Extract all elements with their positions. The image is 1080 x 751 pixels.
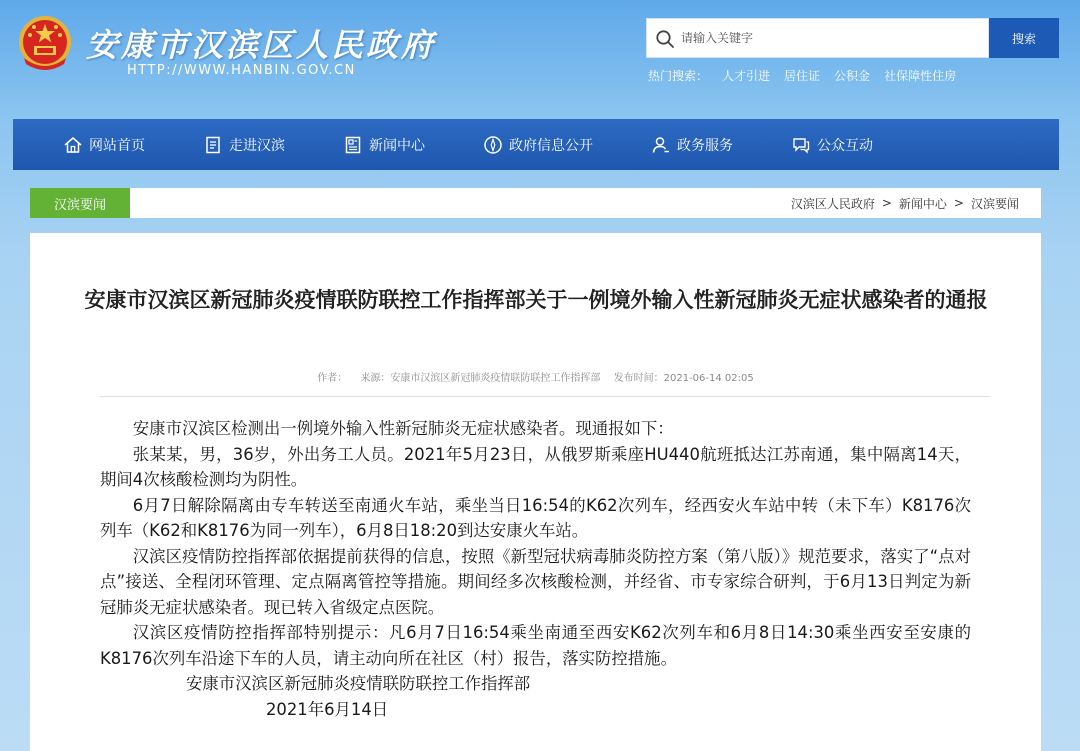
home-icon [63, 135, 83, 155]
article-paragraph: 汉滨区疫情防控指挥部特别提示：凡6月7日16:54乘坐南通至西安K62次列车和6月8日14:30乘坐西安至安康的K8176次列车沿途下车的人员，请主动向所在社区（村）报告，落实防控措施。 [100, 623, 971, 668]
article-title: 安康市汉滨区新冠肺炎疫情联防联控工作指挥部关于一例境外输入性新冠肺炎无症状感染者的通报 [84, 288, 988, 312]
section-tag: 汉滨要闻 [30, 188, 130, 218]
breadcrumb-separator: > [953, 196, 964, 210]
breadcrumb-bar [30, 188, 1041, 218]
article-meta [30, 369, 1041, 384]
nav-item-about[interactable] [203, 135, 285, 155]
nav-item-gov-info[interactable] [483, 135, 593, 155]
nav-item-label: 网站首页 [89, 137, 145, 154]
user-service-icon [651, 135, 671, 155]
breadcrumb-separator: > [881, 196, 892, 210]
article-author: 作者： [317, 373, 348, 384]
article-source: 来源：安康市汉滨区新冠肺炎疫情联防联控工作指挥部 [360, 373, 601, 384]
compass-icon [483, 135, 503, 155]
search-box [646, 18, 989, 58]
search-button[interactable]: 搜索 [989, 18, 1059, 58]
article-paragraph: 汉滨区疫情防控指挥部依据提前获得的信息，按照《新型冠状病毒肺炎防控方案（第八版）》规范要求，落实了“点对点”接送、全程闭环管理、定点隔离管控等措施。期间经多次核酸检测，并经省、市专家综合研判，于6月13日判定为新冠肺炎无症状感染者。现已转入省级定点医院。 [100, 546, 971, 617]
article-panel [30, 233, 1041, 751]
nav-item-interaction[interactable] [791, 135, 873, 155]
chat-icon [791, 135, 811, 155]
breadcrumb-item-gov[interactable]: 汉滨区人民政府 [790, 196, 875, 211]
search-icon [655, 29, 675, 49]
breadcrumb-item-current[interactable]: 汉滨要闻 [970, 196, 1019, 211]
article-published: 发布时间：2021-06-14 02:05 [613, 373, 754, 384]
hot-search-label: 热门搜索： [648, 68, 709, 83]
breadcrumb [791, 195, 1019, 212]
hot-search-item-social-housing[interactable]: 社保障性住房 [884, 68, 957, 83]
breadcrumb-item-news[interactable]: 新闻中心 [898, 196, 947, 211]
nav-item-label: 政务服务 [677, 137, 733, 154]
main-nav [13, 119, 1059, 170]
national-emblem-icon [16, 14, 74, 76]
nav-item-label: 政府信息公开 [509, 137, 593, 154]
nav-item-label: 走进汉滨 [229, 137, 285, 154]
hot-search-item-talent[interactable]: 人才引进 [722, 68, 771, 83]
article-signature: 安康市汉滨区新冠肺炎疫情联防联控工作指挥部 [186, 674, 531, 693]
newspaper-icon [343, 135, 363, 155]
nav-item-label: 公众互动 [817, 137, 873, 154]
site-url: HTTP://WWW.HANBIN.GOV.CN [127, 63, 356, 78]
site-title: 安康市汉滨区人民政府 [86, 26, 437, 64]
hot-search-item-residence-permit[interactable]: 居住证 [784, 68, 821, 83]
hot-search-item-housing-fund[interactable]: 公积金 [834, 68, 871, 83]
nav-item-services[interactable] [651, 135, 733, 155]
article-body [100, 416, 971, 722]
nav-item-label: 新闻中心 [369, 137, 425, 154]
hot-search [648, 66, 956, 84]
document-icon [203, 135, 223, 155]
search-input[interactable] [681, 19, 981, 57]
article-paragraph: 安康市汉滨区检测出一例境外输入性新冠肺炎无症状感染者。现通报如下： [132, 419, 674, 438]
article-date: 2021年6月14日 [266, 699, 389, 719]
divider [100, 396, 990, 397]
nav-item-news[interactable] [343, 135, 425, 155]
nav-item-home[interactable] [63, 135, 145, 155]
article-paragraph: 6月7日解除隔离由专车转送至南通火车站，乘坐当日16:54的K62次列车，经西安火车站中转（未下车）K8176次列车（K62和K8176为同一列车），6月8日18:20到达安康火车站。 [100, 495, 971, 540]
article-paragraph: 张某某，男，36岁，外出务工人员。2021年5月23日，从俄罗斯乘座HU440航班抵达江苏南通，集中隔离14天，期间4次核酸检测均为阴性。 [100, 444, 971, 489]
